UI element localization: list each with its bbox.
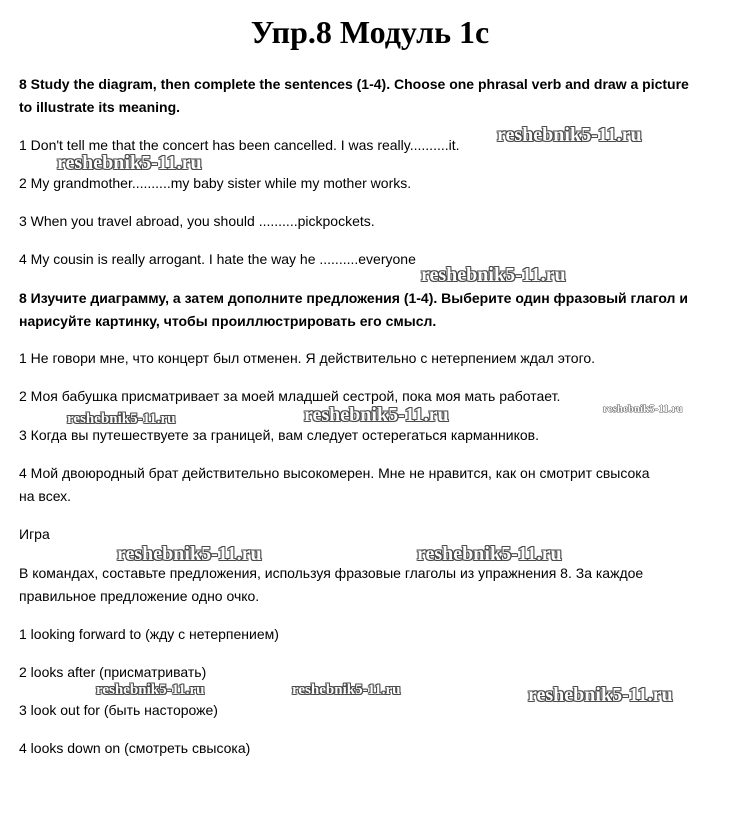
game-instruction-line2: правильное предложение одно очко. — [19, 588, 260, 604]
task-ru-sentence-4-cont: на всех. — [19, 488, 72, 504]
watermark: reshebnik5-11.ru — [421, 264, 566, 286]
game-answer-4: 4 looks down on (смотреть свысока) — [19, 740, 251, 756]
task-ru-sentence-4: 4 Мой двоюродный брат действительно высокомерен. Мне не нравится, как он смотрит свысока — [19, 465, 650, 481]
watermark: reshebnik5-11.ru — [603, 403, 683, 415]
task-en-sentence-3: 3 When you travel abroad, you should ..........pickpockets. — [19, 213, 375, 229]
game-instruction-line1: В командах, составьте предложения, используя фразовые глаголы из упражнения 8. За каждое — [19, 565, 644, 581]
task-en-sentence-1: 1 Don't tell me that the concert has been cancelled. I was really..........it. — [19, 137, 460, 153]
watermark: reshebnik5-11.ru — [67, 411, 176, 427]
task-ru-sentence-3: 3 Когда вы путешествуете за границей, вам следует остерегаться карманников. — [19, 427, 539, 443]
task-ru-sentence-2: 2 Моя бабушка присматривает за моей младшей сестрой, пока моя мать работает. — [19, 388, 561, 404]
watermark: reshebnik5-11.ru — [528, 684, 673, 706]
task-ru-sentence-1: 1 Не говори мне, что концерт был отменен. Я действительно с нетерпением ждал этого. — [19, 350, 596, 366]
task-ru-heading-line2: нарисуйте картинку, чтобы проиллюстрировать его смысл. — [19, 313, 437, 329]
game-answer-3: 3 look out for (быть настороже) — [19, 702, 218, 718]
game-label: Игра — [19, 526, 50, 542]
task-ru-heading-line1: 8 Изучите диаграмму, а затем дополните предложения (1-4). Выберите один фразовый глагол и — [19, 290, 688, 306]
watermark: reshebnik5-11.ru — [417, 543, 562, 565]
page-title: Упр.8 Модуль 1с — [250, 14, 490, 50]
watermark: reshebnik5-11.ru — [117, 543, 262, 565]
game-answer-1: 1 looking forward to (жду с нетерпением) — [19, 626, 279, 642]
watermark: reshebnik5-11.ru — [304, 404, 449, 426]
task-en-heading-line1: 8 Study the diagram, then complete the sentences (1-4). Choose one phrasal verb and draw a picture — [19, 76, 689, 92]
watermark: reshebnik5-11.ru — [57, 152, 202, 174]
task-en-heading-line2: to illustrate its meaning. — [19, 99, 181, 115]
watermark: reshebnik5-11.ru — [497, 124, 642, 146]
watermark: reshebnik5-11.ru — [292, 682, 401, 698]
game-answer-2: 2 looks after (присматривать) — [19, 664, 207, 680]
task-en-sentence-4: 4 My cousin is really arrogant. I hate the way he ..........everyone — [19, 251, 416, 267]
task-en-sentence-2: 2 My grandmother..........my baby sister while my mother works. — [19, 175, 412, 191]
watermark: reshebnik5-11.ru — [96, 682, 205, 698]
